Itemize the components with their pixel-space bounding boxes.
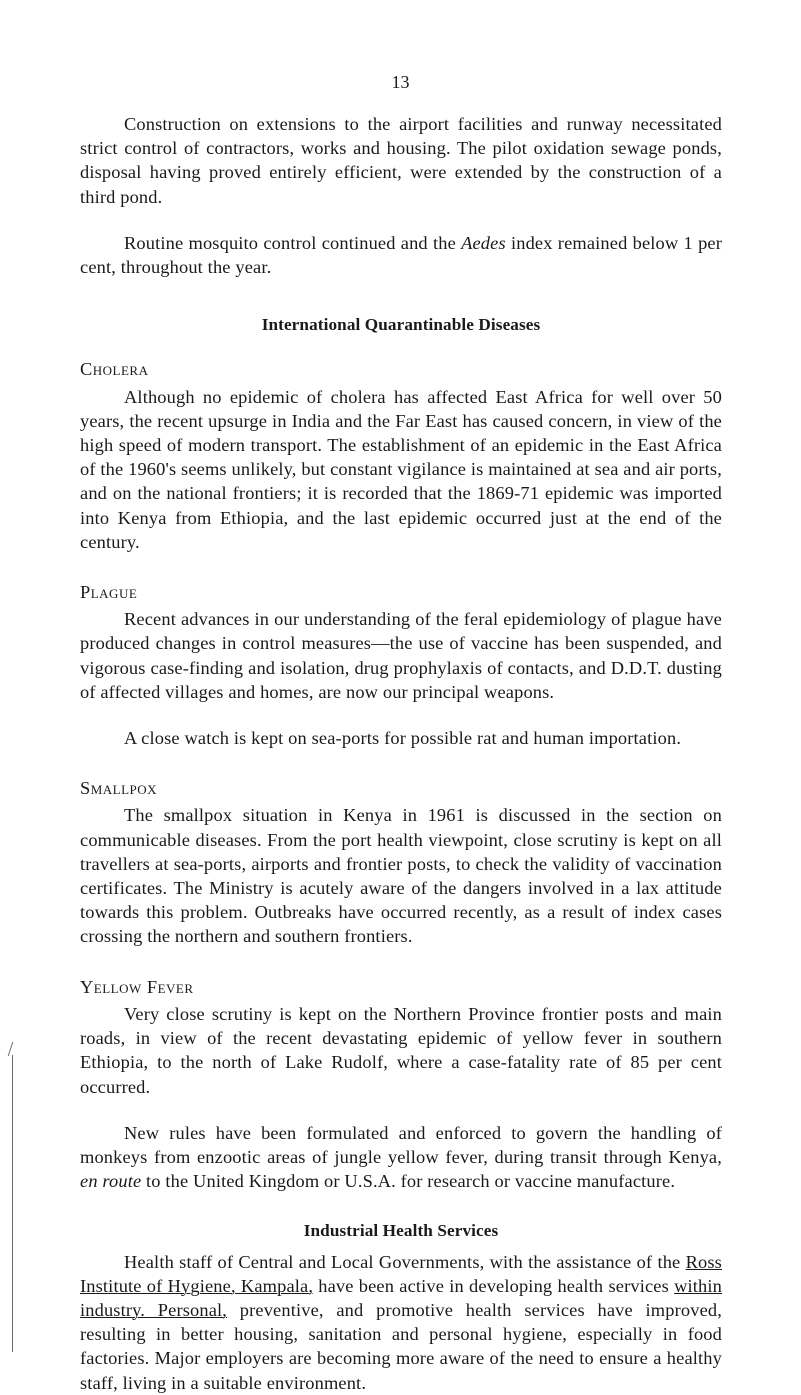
subheading-plague: Plague [80, 582, 138, 603]
intro-paragraph-airport: Construction on extensions to the airport facilities and runway necessitated strict control of contractors, works and housing. The pilot oxidation sewage ponds, disposal having proved entirely efficient, were extended by the construction of a third pond. [80, 114, 722, 207]
page-body [80, 112, 722, 1395]
cholera-paragraph: Although no epidemic of cholera has affected East Africa for well over 50 years, the recent upsurge in India and the Far East has caused concern, in view of the high speed of modern transport. The establishment of an epidemic in the East Africa of the 1960's seems unlikely, but constant vigilance is maintained at sea and air ports, and on the national frontiers; it is recorded that the 1869-71 epidemic was imported into Kenya from Ethiopia, and the last epidemic occurred just at the end of the century. [80, 386, 722, 552]
smallpox-paragraph: The smallpox situation in Kenya in 1961 is discussed in the section on communicable diseases. From the port health viewpoint, close scrutiny is kept on all travellers at sea-ports, airports and frontier posts, to check the validity of vaccination certificates. The Ministry is acutely aware of the dangers involved in a lax attitude towards this problem. Outbreaks have occurred recently, as a result of index cases crossing the northern and southern frontiers. [80, 805, 722, 947]
en-route-italic: en route [80, 1171, 142, 1192]
intro-paragraph-mosquito [80, 231, 722, 279]
ross-institute-underlined: Ross Institute of Hygiene, Kampala, [80, 1251, 722, 1296]
rules-text-end: to the United Kingdom or U.S.A. for research or vaccine manufacture. [141, 1171, 676, 1192]
plague-paragraph: Recent advances in our understanding of the feral epidemiology of plague have produced changes in control measures—the use of vaccine has been suspended, and vigorous case-finding and isolation, drug prophylaxis of contacts, and D.D.T. dusting of affected villages and homes, are now our principal weapons. [80, 609, 722, 702]
industrial-text-c: preventive, and promotive health services have improved, resulting in better housing, sanitation and personal hygiene, especially in food factories. Major employers are becoming more aware of the need to ensure a healthy staff, living in a suitable environment. [80, 1299, 722, 1393]
subheading-smallpox: Smallpox [80, 778, 158, 799]
industrial-text-b: have been active in developing health services [313, 1275, 675, 1296]
page-number: 13 [391, 72, 410, 92]
mosquito-text-start: Routine mosquito control continued and the [124, 232, 462, 253]
subheading-yellow-fever: Yellow Fever [80, 976, 194, 997]
margin-mark [8, 1042, 20, 1056]
margin-line [12, 1055, 13, 1352]
mosquito-text-end: index remained below 1 per cent, throughout the year. [80, 232, 722, 278]
yellow-fever-paragraph: Very close scrutiny is kept on the Northern Province frontier posts and main roads, in view of the recent devastating epidemic of yellow fever in southern Ethiopia, to the north of Lake Rudolf, where a case-fatality rate of 85 per cent occurred. [80, 1003, 722, 1097]
plague-paragraph-watch: A close watch is kept on sea-ports for possible rat and human importation. [124, 728, 682, 749]
within-industry-underlined: within industry. Personal, [80, 1275, 722, 1320]
section-heading-quarantinable: International Quarantinable Diseases [261, 315, 541, 335]
section-heading-industrial: Industrial Health Services [303, 1221, 499, 1241]
rules-text-start: New rules have been formulated and enforced to govern the handling of monkeys from enzootic areas of jungle yellow fever, during transit through Kenya, [80, 1122, 722, 1167]
industrial-text-a: Health staff of Central and Local Governments, with the assistance of the [124, 1251, 686, 1272]
aedes-italic: Aedes [461, 232, 506, 253]
yellow-fever-paragraph-rules [80, 1121, 722, 1194]
subheading-cholera: Cholera [80, 359, 149, 380]
industrial-paragraph [80, 1250, 722, 1395]
